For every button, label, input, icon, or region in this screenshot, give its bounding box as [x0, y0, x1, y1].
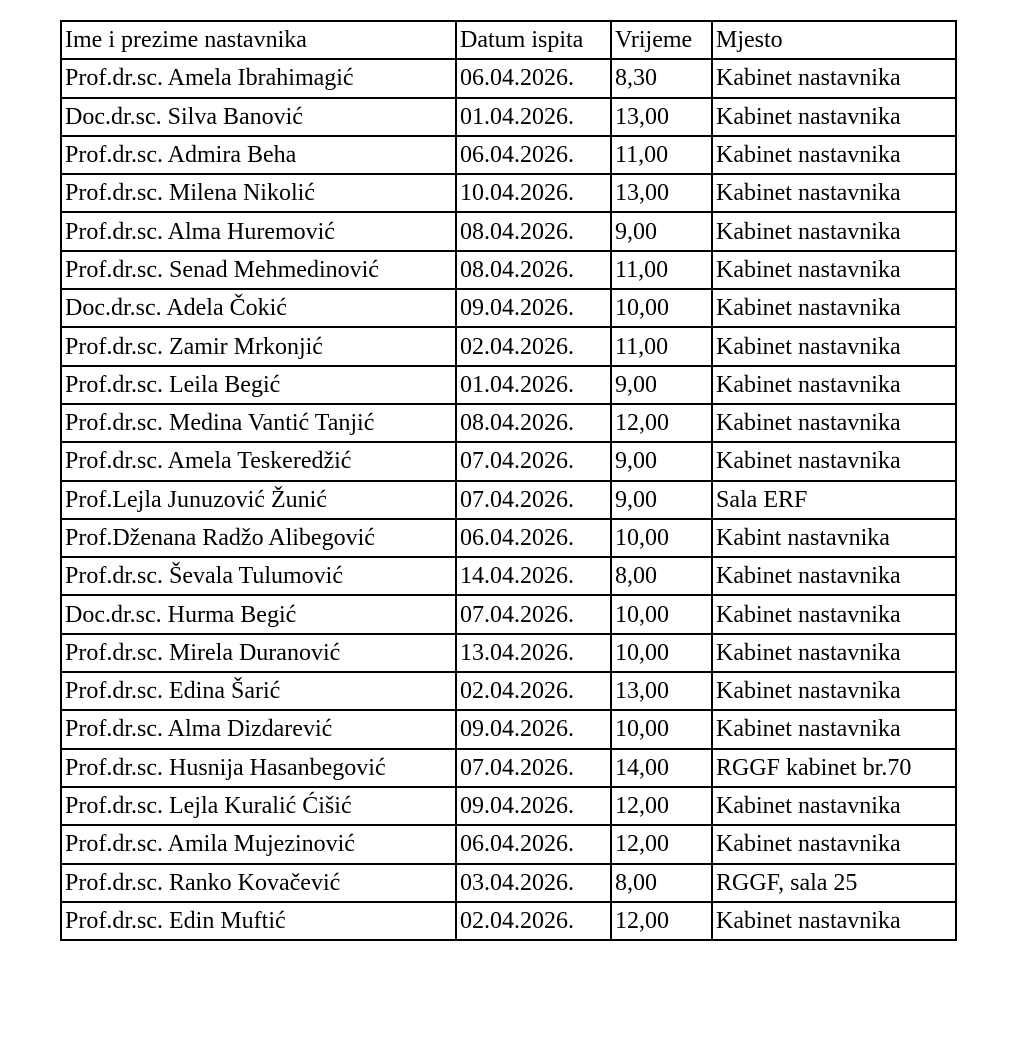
cell-exam-time: 13,00 [611, 174, 712, 212]
cell-teacher-name: Doc.dr.sc. Silva Banović [61, 98, 456, 136]
cell-teacher-name: Prof.dr.sc. Edin Muftić [61, 902, 456, 940]
cell-exam-place: Kabinet nastavnika [712, 289, 956, 327]
cell-teacher-name: Prof.Lejla Junuzović Žunić [61, 481, 456, 519]
cell-teacher-name: Prof.dr.sc. Medina Vantić Tanjić [61, 404, 456, 442]
cell-exam-time: 11,00 [611, 327, 712, 365]
cell-exam-time: 13,00 [611, 98, 712, 136]
cell-exam-date: 13.04.2026. [456, 634, 611, 672]
table-row [61, 136, 956, 174]
table-row [61, 404, 956, 442]
table-row [61, 442, 956, 480]
cell-exam-time: 10,00 [611, 519, 712, 557]
cell-exam-place: Kabinet nastavnika [712, 825, 956, 863]
cell-exam-date: 14.04.2026. [456, 557, 611, 595]
cell-teacher-name: Prof.Dženana Radžo Alibegović [61, 519, 456, 557]
cell-exam-place: Kabinet nastavnika [712, 634, 956, 672]
cell-exam-date: 09.04.2026. [456, 710, 611, 748]
cell-exam-date: 06.04.2026. [456, 825, 611, 863]
cell-exam-date: 03.04.2026. [456, 864, 611, 902]
cell-exam-date: 02.04.2026. [456, 672, 611, 710]
cell-exam-place: Kabinet nastavnika [712, 404, 956, 442]
cell-teacher-name: Prof.dr.sc. Amela Teskeredžić [61, 442, 456, 480]
cell-exam-time: 9,00 [611, 481, 712, 519]
cell-teacher-name: Prof.dr.sc. Amila Mujezinović [61, 825, 456, 863]
table-row [61, 634, 956, 672]
cell-exam-date: 08.04.2026. [456, 404, 611, 442]
cell-exam-place: Kabinet nastavnika [712, 557, 956, 595]
cell-exam-time: 8,30 [611, 59, 712, 97]
table-row [61, 519, 956, 557]
table-row [61, 595, 956, 633]
cell-exam-time: 12,00 [611, 825, 712, 863]
cell-exam-place: Kabinet nastavnika [712, 98, 956, 136]
cell-teacher-name: Prof.dr.sc. Lejla Kuralić Ćišić [61, 787, 456, 825]
header-cell-date: Datum ispita [456, 21, 611, 59]
cell-exam-place: Kabinet nastavnika [712, 136, 956, 174]
table-row [61, 787, 956, 825]
cell-teacher-name: Doc.dr.sc. Adela Čokić [61, 289, 456, 327]
table-row [61, 289, 956, 327]
cell-exam-time: 10,00 [611, 289, 712, 327]
table-row [61, 212, 956, 250]
cell-teacher-name: Prof.dr.sc. Ranko Kovačević [61, 864, 456, 902]
table-row [61, 251, 956, 289]
cell-exam-time: 13,00 [611, 672, 712, 710]
cell-teacher-name: Prof.dr.sc. Zamir Mrkonjić [61, 327, 456, 365]
table-row [61, 672, 956, 710]
cell-exam-time: 14,00 [611, 749, 712, 787]
table-row [61, 710, 956, 748]
cell-exam-time: 9,00 [611, 442, 712, 480]
cell-exam-time: 10,00 [611, 710, 712, 748]
cell-exam-place: Kabinet nastavnika [712, 902, 956, 940]
cell-teacher-name: Prof.dr.sc. Ševala Tulumović [61, 557, 456, 595]
table-row [61, 59, 956, 97]
cell-exam-date: 07.04.2026. [456, 595, 611, 633]
table-header-row [61, 21, 956, 59]
cell-exam-time: 12,00 [611, 787, 712, 825]
cell-exam-date: 06.04.2026. [456, 59, 611, 97]
cell-exam-date: 02.04.2026. [456, 327, 611, 365]
table-row [61, 749, 956, 787]
cell-exam-time: 9,00 [611, 366, 712, 404]
cell-exam-time: 12,00 [611, 404, 712, 442]
table-body [61, 21, 956, 940]
cell-exam-date: 10.04.2026. [456, 174, 611, 212]
cell-exam-time: 10,00 [611, 595, 712, 633]
cell-teacher-name: Prof.dr.sc. Leila Begić [61, 366, 456, 404]
cell-exam-place: RGGF kabinet br.70 [712, 749, 956, 787]
table-row [61, 174, 956, 212]
cell-teacher-name: Prof.dr.sc. Admira Beha [61, 136, 456, 174]
cell-exam-date: 09.04.2026. [456, 787, 611, 825]
table-row [61, 864, 956, 902]
cell-exam-date: 01.04.2026. [456, 98, 611, 136]
cell-exam-place: Kabinet nastavnika [712, 595, 956, 633]
cell-exam-date: 01.04.2026. [456, 366, 611, 404]
table-row [61, 902, 956, 940]
cell-teacher-name: Prof.dr.sc. Mirela Duranović [61, 634, 456, 672]
table-row [61, 481, 956, 519]
cell-exam-place: Kabinet nastavnika [712, 327, 956, 365]
cell-teacher-name: Prof.dr.sc. Senad Mehmedinović [61, 251, 456, 289]
cell-teacher-name: Doc.dr.sc. Hurma Begić [61, 595, 456, 633]
cell-teacher-name: Prof.dr.sc. Amela Ibrahimagić [61, 59, 456, 97]
header-cell-time: Vrijeme [611, 21, 712, 59]
cell-exam-place: Kabinet nastavnika [712, 59, 956, 97]
cell-exam-time: 8,00 [611, 557, 712, 595]
cell-exam-date: 09.04.2026. [456, 289, 611, 327]
header-cell-name: Ime i prezime nastavnika [61, 21, 456, 59]
cell-exam-place: Kabint nastavnika [712, 519, 956, 557]
cell-exam-place: Kabinet nastavnika [712, 251, 956, 289]
cell-exam-place: Kabinet nastavnika [712, 174, 956, 212]
cell-exam-date: 06.04.2026. [456, 136, 611, 174]
cell-exam-date: 08.04.2026. [456, 212, 611, 250]
cell-exam-place: Kabinet nastavnika [712, 212, 956, 250]
cell-exam-place: Kabinet nastavnika [712, 710, 956, 748]
cell-exam-time: 8,00 [611, 864, 712, 902]
cell-exam-time: 11,00 [611, 136, 712, 174]
exam-schedule-table [60, 20, 957, 941]
cell-exam-time: 9,00 [611, 212, 712, 250]
cell-exam-time: 11,00 [611, 251, 712, 289]
cell-exam-time: 12,00 [611, 902, 712, 940]
cell-exam-place: Kabinet nastavnika [712, 442, 956, 480]
cell-teacher-name: Prof.dr.sc. Alma Huremović [61, 212, 456, 250]
table-row [61, 327, 956, 365]
header-cell-place: Mjesto [712, 21, 956, 59]
cell-exam-time: 10,00 [611, 634, 712, 672]
table-row [61, 366, 956, 404]
table-row [61, 98, 956, 136]
cell-exam-place: RGGF, sala 25 [712, 864, 956, 902]
cell-exam-place: Kabinet nastavnika [712, 366, 956, 404]
cell-teacher-name: Prof.dr.sc. Milena Nikolić [61, 174, 456, 212]
cell-exam-date: 07.04.2026. [456, 442, 611, 480]
table-row [61, 557, 956, 595]
cell-teacher-name: Prof.dr.sc. Edina Šarić [61, 672, 456, 710]
cell-exam-date: 06.04.2026. [456, 519, 611, 557]
cell-exam-date: 07.04.2026. [456, 749, 611, 787]
cell-exam-place: Kabinet nastavnika [712, 787, 956, 825]
cell-exam-place: Kabinet nastavnika [712, 672, 956, 710]
cell-exam-date: 07.04.2026. [456, 481, 611, 519]
cell-exam-place: Sala ERF [712, 481, 956, 519]
table-row [61, 825, 956, 863]
cell-teacher-name: Prof.dr.sc. Husnija Hasanbegović [61, 749, 456, 787]
cell-exam-date: 08.04.2026. [456, 251, 611, 289]
cell-teacher-name: Prof.dr.sc. Alma Dizdarević [61, 710, 456, 748]
cell-exam-date: 02.04.2026. [456, 902, 611, 940]
